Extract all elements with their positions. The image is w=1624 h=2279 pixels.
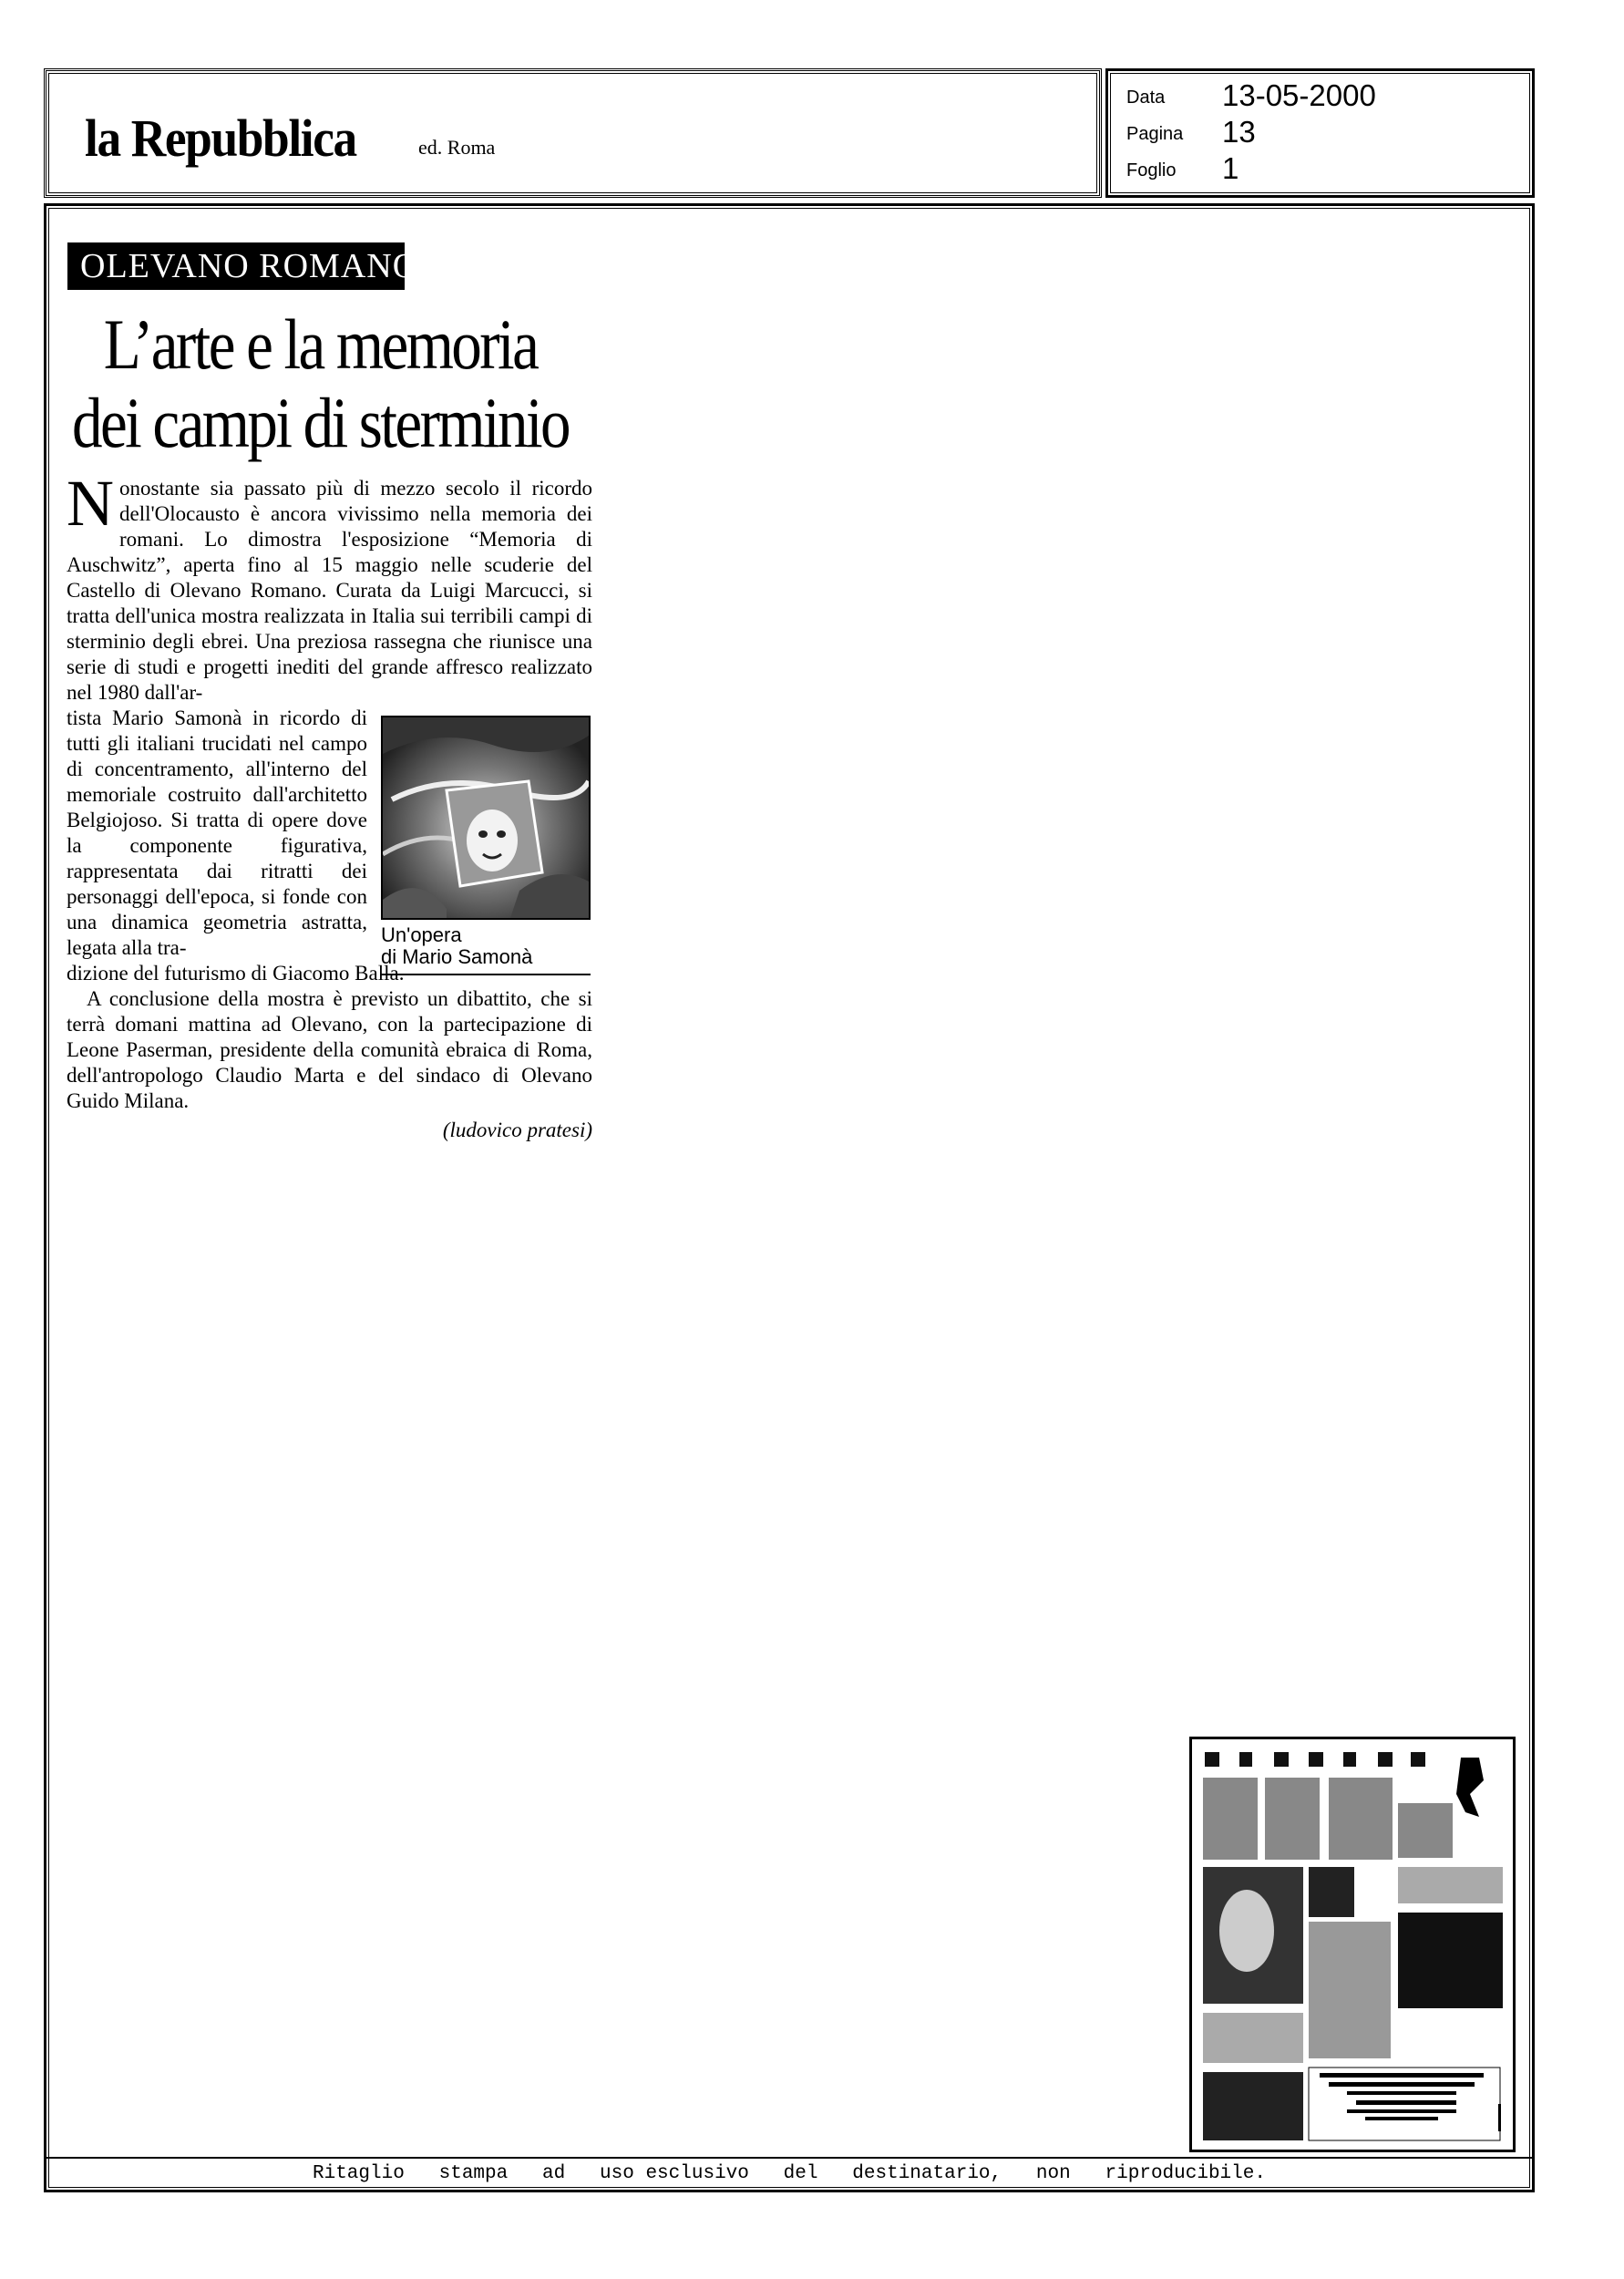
artwork-image (383, 717, 589, 918)
footer-notice: Ritaglio stampa ad uso esclusivo del destinatario, non riproducibile. (313, 2163, 1266, 2184)
meta-value: 1 (1222, 151, 1239, 185)
article-paragraph-narrow: tista Mario Samonà in ricordo di tutti gli italiani trucidati nel campo di concentramento, all'interno del memoriale costruito dall'architetto Belgiojoso. Si tratta di opere dove la componente figurativa, rappresentata dai ritratti dei personaggi dell'epoca, si fonde con una dinamica geometria astratta, legata alla tra- (67, 706, 367, 959)
page-thumbnail-image (1192, 1739, 1513, 2150)
headline-line: L’arte e la memoria (103, 304, 538, 384)
caption-rule (381, 974, 591, 975)
edition-label: ed. Roma (418, 136, 496, 159)
caption-line: di Mario Samonà (381, 945, 533, 968)
meta-label: Foglio (1126, 160, 1177, 180)
footer-divider (44, 2157, 1535, 2159)
article-headline (66, 304, 569, 462)
article-byline: (ludovico pratesi) (442, 1119, 592, 1141)
meta-label: Data (1126, 88, 1166, 108)
photo-caption (381, 924, 591, 968)
dropcap: N (67, 467, 114, 540)
article-paragraph: A conclusione della mostra è previsto un dibattito, che si terrà domani mattina ad Olevano, con la partecipazione di Leone Paserman, presidente della comunità ebraica di Roma, dell'antropologo Claudio Marta e del sindaco di Olevano Guido Milana. (67, 987, 592, 1112)
caption-line: Un'opera (381, 923, 462, 946)
meta-value: 13 (1222, 115, 1256, 149)
paragraph-text: onostante sia passato più di mezzo secolo il ricordo dell'Olocausto è ancora vivissimo nella memoria dei romani. Lo dimostra l'esposizione “Memoria di Auschwitz”, aperta fino al 15 maggio nelle scuderie del Castello di Olevano Romano. Curata da Luigi Marcucci, si tratta dell'unica mostra realizzata in Italia sui terribili campi di sterminio degli ebrei. Una preziosa rassegna che riunisce una serie di studi e progetti inediti del grande affresco realizzato nel 1980 dall'ar- (67, 477, 592, 704)
article-kicker: OLEVANO ROMANO (67, 242, 405, 290)
masthead-box (44, 68, 1102, 198)
headline-line: dei campi di sterminio (72, 383, 569, 462)
metadata-box (1105, 68, 1535, 198)
article-paragraph (67, 467, 592, 706)
page-thumbnail (1189, 1737, 1516, 2152)
meta-label: Pagina (1126, 124, 1184, 144)
artwork-photo (381, 716, 591, 920)
masthead-logo: la Repubblica (85, 108, 356, 168)
meta-value: 13-05-2000 (1222, 78, 1376, 112)
article-paragraph-end: dizione del futurismo di Giacomo Balla. (67, 962, 405, 985)
